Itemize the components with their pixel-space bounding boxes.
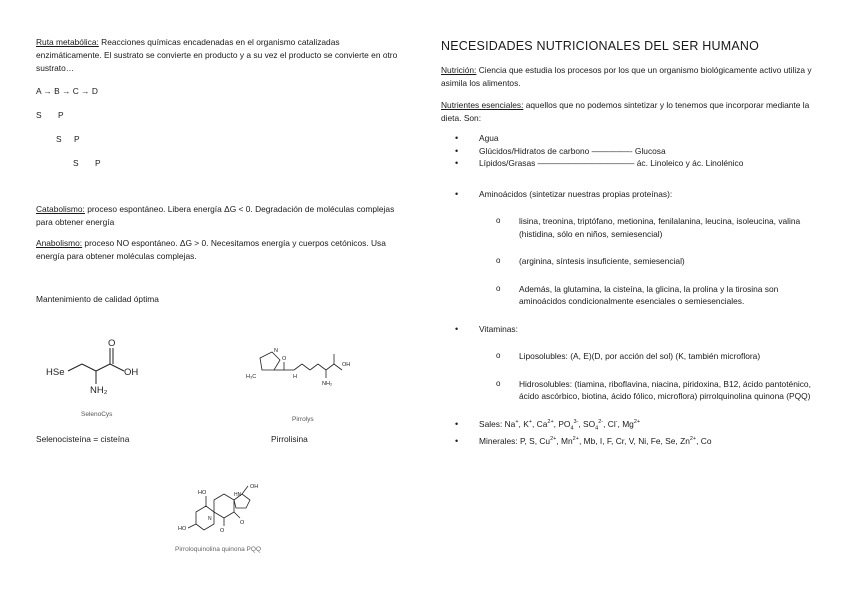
sales-cl: Cl — [607, 418, 616, 429]
sales-k-charge: + — [528, 418, 533, 425]
pqq-ho-top-label: HO — [198, 490, 207, 496]
ruta-metabolica-label: Ruta metabólica: — [36, 37, 99, 47]
selenocys-small-caption: SelenoCys — [81, 411, 113, 418]
pathway-chain — [36, 85, 406, 181]
seleno-hse-label: HSe — [46, 367, 65, 378]
chain-substrate-1: S — [36, 110, 42, 120]
pirrolys-small-caption: Pirrolys — [292, 416, 314, 423]
sales-k: K — [523, 418, 529, 429]
pyrrol-h3c-label: H₃C — [246, 374, 257, 380]
vit-sub-hidrosolubles: o Hidrosolubles: (tiamina, riboflavina, niacina, piridoxina, B12, ácido pantoténico, ácido ascórbico, biotina, ácido fólico, microflora) pirrolquinolina quinona (PQQ) — [441, 378, 821, 403]
pqq-hn-label: HN — [234, 492, 242, 498]
list-item-vitaminas: • Vitaminas: — [441, 323, 821, 336]
nutricion-text: Ciencia que estudia los procesos por los que un organismo biológicamente activo utiliza y asimila los alimentos. — [441, 65, 812, 88]
catabolismo-paragraph — [36, 203, 406, 229]
left-column — [36, 36, 406, 306]
list-item-lipidos: • Lípidos/Grasas ———————————– ác. Linoleico y ác. Linolénico — [441, 157, 821, 170]
anabolismo-text: proceso NO espontáneo. ΔG > 0. Necesitamos energía y cuerpos cetónicos. Usa energía para obtener moléculas complejas. — [36, 238, 386, 261]
ruta-metabolica-text: Reacciones químicas encadenadas en el organismo catalizadas enzimáticamente. El sustrato se convierte en producto y a su vez el producto se convierte en otro sustrato… — [36, 37, 398, 73]
seleno-o-label: O — [108, 338, 116, 349]
nutrientes-esenciales-label: Nutrientes esenciales: — [441, 100, 524, 110]
amino-sub-essential: o lisina, treonina, triptófano, metionina, fenilalanina, leucina, isoleucina, valina (histidina, sólo en niños, semiesencial) — [441, 215, 821, 240]
nutrient-list — [441, 132, 821, 447]
seleno-nh2-label: NH₂ — [90, 385, 108, 396]
chain-product-2: P — [74, 134, 80, 144]
pqq-n-label: N — [208, 516, 212, 522]
sales-ca-charge: 2+ — [547, 418, 554, 425]
mantenimiento-text: Mantenimiento de calidad óptima — [36, 294, 159, 304]
sales-mg: Mg — [622, 418, 634, 429]
pqq-oh-label: OH — [250, 484, 259, 490]
sales-mg-charge: 2+ — [633, 418, 641, 425]
chain-sequence: A → B → C → D — [36, 86, 98, 96]
selenocisteina-caption: Selenocisteína = cisteína — [36, 434, 130, 444]
pqq-structure-image — [174, 482, 274, 544]
sales-po4: PO — [558, 418, 571, 429]
chain-product-1: P — [58, 110, 64, 120]
chain-substrate-3: S — [73, 158, 79, 168]
sales-so4: SO — [583, 418, 596, 429]
sales-na-charge: + — [515, 418, 519, 425]
sales-po4-charge: 3- — [573, 418, 579, 425]
nutrientes-esenciales-text: aquellos que no podemos sintetizar y lo tenemos que incorporar mediante la dieta. Son: — [441, 100, 810, 123]
chain-substrate-2: S — [56, 134, 62, 144]
pqq-o-label-2: O — [240, 520, 245, 526]
pyrrol-nh2-label: NH₂ — [322, 381, 333, 387]
minerales-zn-charge: 2+ — [689, 435, 697, 442]
pqq-o-label-1: O — [220, 528, 225, 534]
nutricion-label: Nutrición: — [441, 65, 477, 75]
pyrrol-oh-label: OH — [342, 362, 351, 368]
minerales-mn-charge: 2+ — [572, 435, 579, 442]
list-item-agua: • Agua — [441, 132, 821, 145]
pyrrol-h-label: H — [293, 374, 297, 380]
nutrientes-esenciales-paragraph — [441, 99, 821, 124]
list-item-aminoacidos: • Aminoácidos (sintetizar nuestras propias proteínas): — [441, 188, 821, 201]
anabolismo-label: Anabolismo: — [36, 238, 83, 248]
catabolismo-text: proceso espontáneo. Libera energía ΔG < 0. Degradación de moléculas complejas para obtener energía — [36, 204, 395, 227]
pqq-small-caption: Pirroloquinolina quinona PQQ — [175, 546, 261, 553]
nutricion-paragraph — [441, 64, 821, 89]
sales-cl-charge: - — [615, 418, 618, 425]
chain-product-3: P — [95, 158, 101, 168]
sales-so4-charge: 2- — [598, 418, 604, 425]
vit-sub-liposolubles: o Liposolubles: (A, E)(D, por acción del sol) (K, también microflora) — [441, 350, 821, 363]
sales-label: Sales: — [479, 418, 505, 429]
amino-sub-condicionales: o Además, la glutamina, la cisteína, la glicina, la prolina y la tirosina son aminoácidos condicionalmente esenciales o semiesenciales. — [441, 283, 821, 308]
minerales-cu-charge: 2+ — [550, 435, 557, 442]
list-item-glucidos: • Glúcidos/Hidratos de carbono ————–- Glucosa — [441, 145, 821, 158]
pqq-ho-left-label: HO — [178, 526, 187, 532]
pirrolisina-caption: Pirrolisina — [271, 434, 308, 444]
minerales-label: Minerales: — [479, 435, 520, 446]
page-title: NECESIDADES NUTRICIONALES DEL SER HUMANO — [441, 39, 760, 53]
pyrrol-n-label: N — [274, 348, 278, 354]
right-column — [441, 38, 821, 447]
ruta-metabolica-paragraph — [36, 36, 406, 75]
pyrrol-o-label: O — [282, 356, 287, 362]
sales-ca: Ca — [536, 418, 548, 429]
anabolismo-paragraph — [36, 237, 406, 263]
sales-na: Na — [504, 418, 516, 429]
catabolismo-label: Catabolismo: — [36, 204, 85, 214]
list-item-minerales: • Minerales: P, S, $Cu^{2+}$, $Mn^{2+}$, Mb, I, F, Cr, V, Ni, Fe, Se, $Zn^{2+}$, Co — [441, 435, 821, 448]
selenocysteine-structure-image — [40, 336, 170, 398]
amino-sub-arginina: o (arginina, síntesis insuficiente, semiesencial) — [441, 255, 821, 268]
list-item-sales: • Sales: Na+, K+, $Ca^{2+}$, $PO_4^{3-}$, $SO_4^{2-}$, Cl-, $Mg^{2+}$ — [441, 418, 821, 435]
pyrrolysine-structure-image — [244, 342, 356, 390]
seleno-oh-label: OH — [124, 367, 139, 378]
